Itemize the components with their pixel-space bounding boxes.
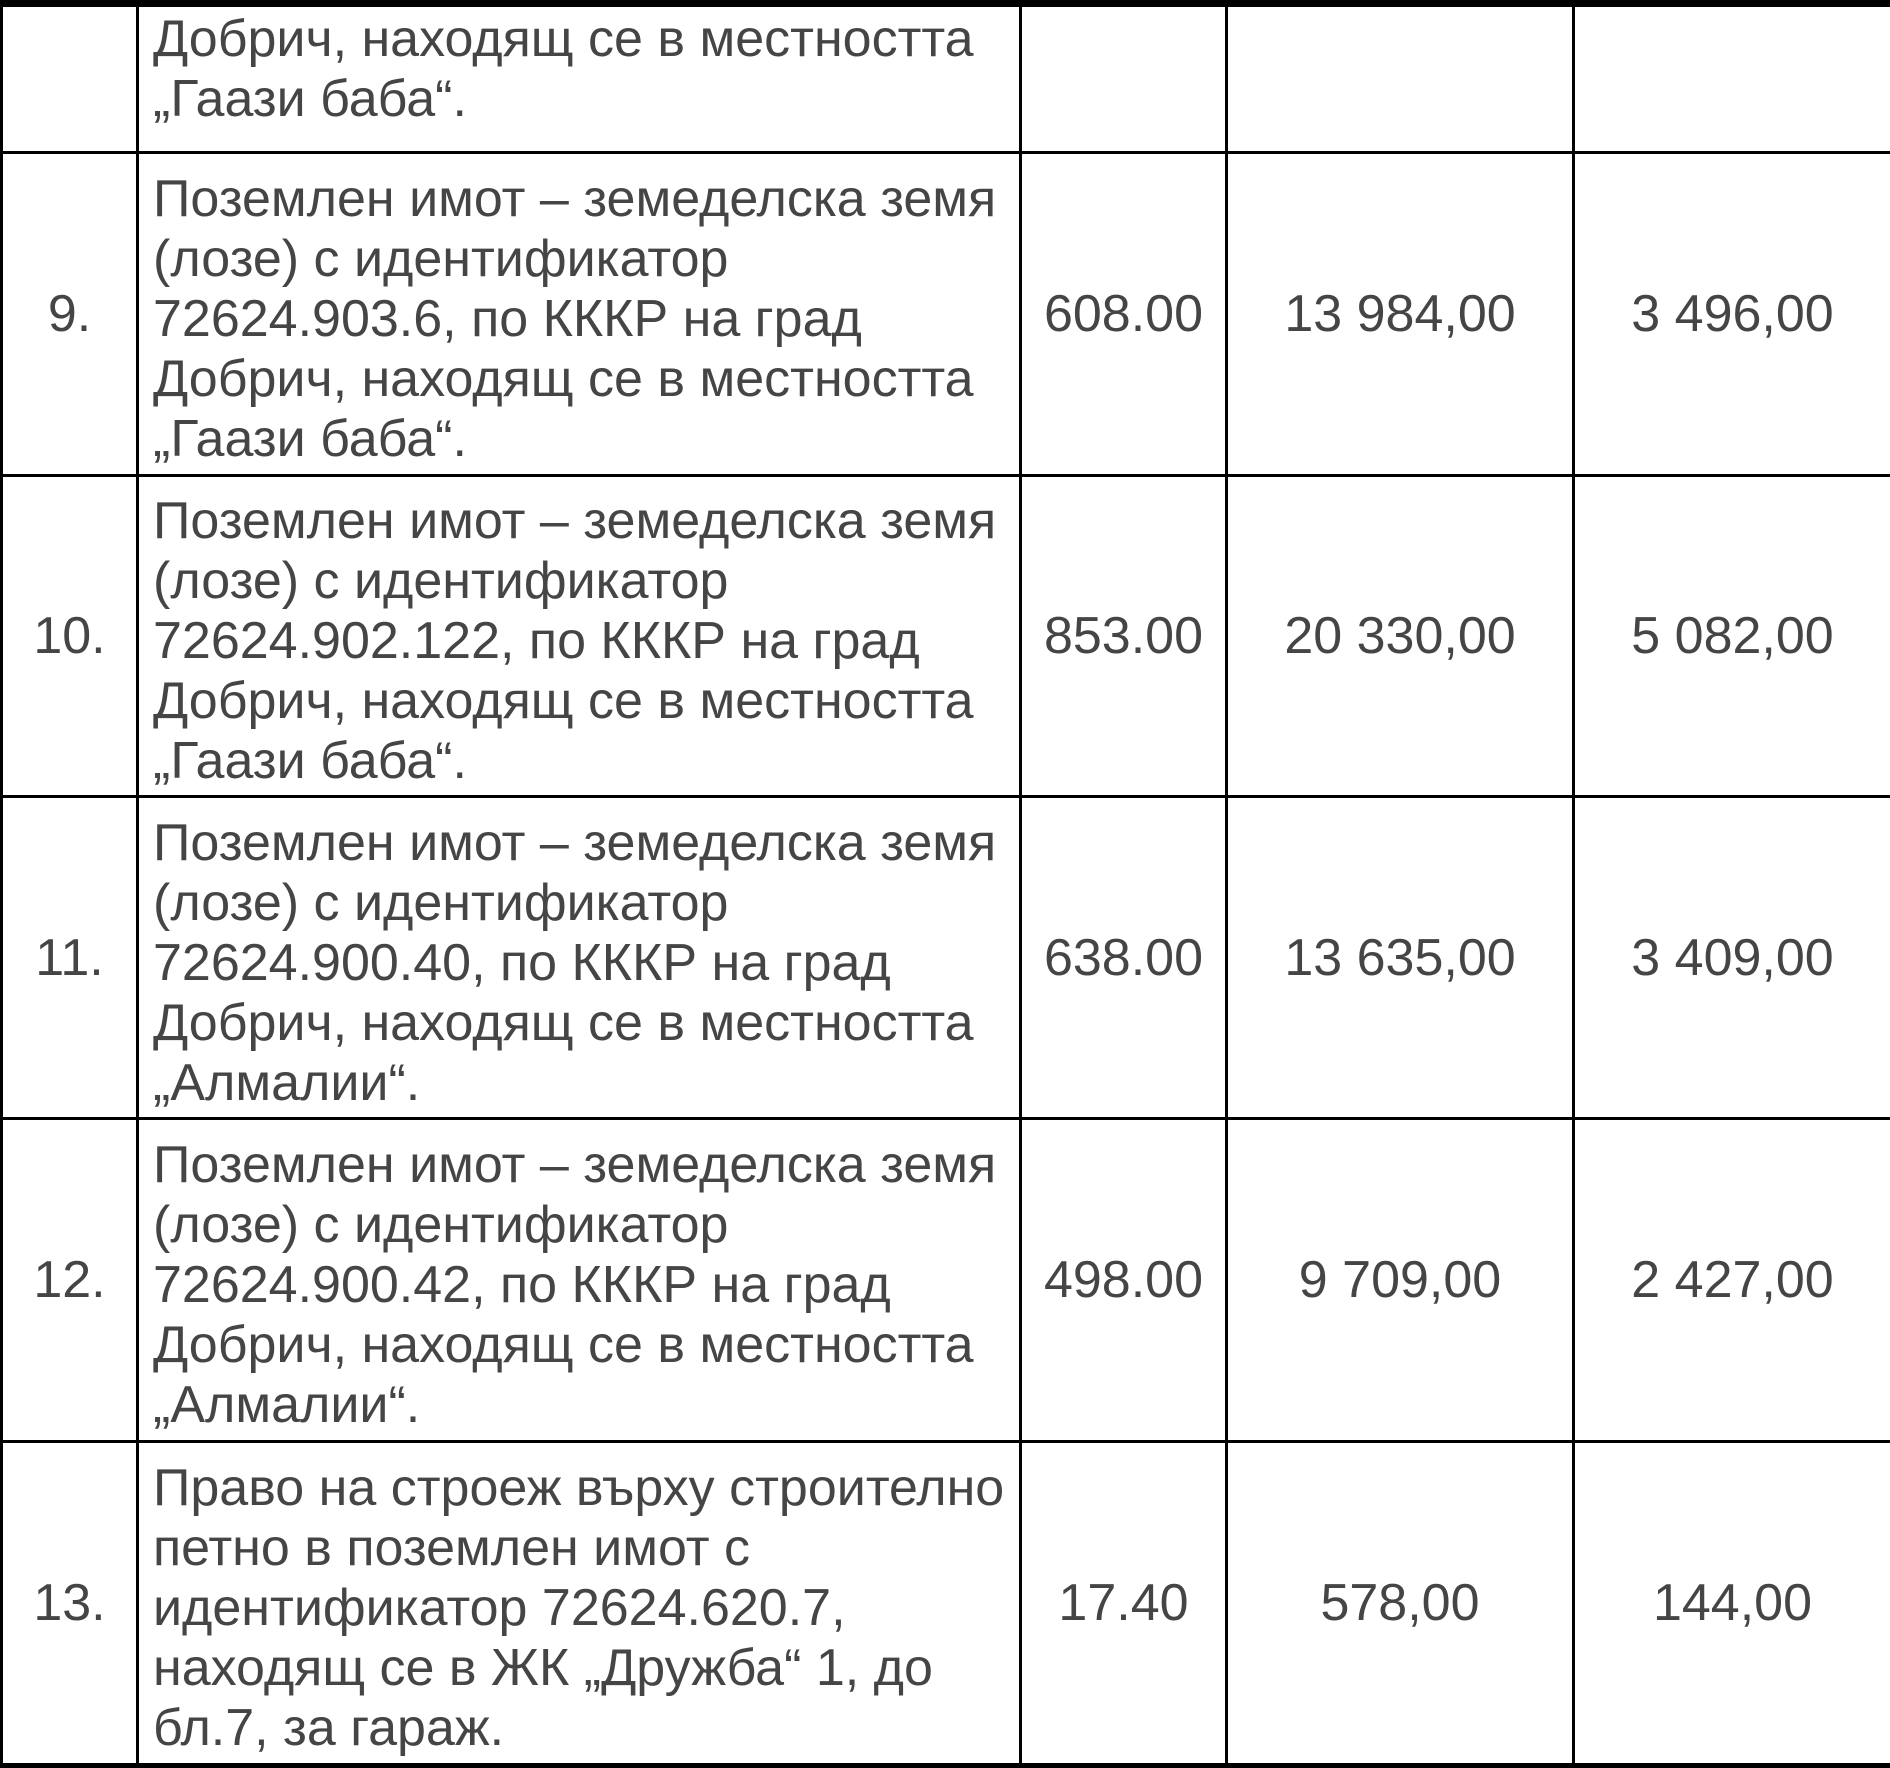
table-row: [2, 4, 1890, 153]
row-number-cell: 13.: [2, 1442, 138, 1766]
description-cell: Поземлен имот – земеделска земя (лозе) с идентификатор 72624.900.42, по КККР на град Добрич, находящ се в местността „Алмалии“.: [138, 1119, 1021, 1442]
table-row: [2, 1119, 1890, 1442]
description-cell: Поземлен имот – земеделска земя (лозе) с идентификатор 72624.902.122, по КККР на град Добрич, находящ се в местността „Гаази баба“.: [138, 476, 1021, 797]
value-cell-2: 13 984,00: [1227, 153, 1574, 476]
value-cell-1: 638.00: [1021, 797, 1227, 1119]
row-number-cell: 12.: [2, 1119, 138, 1442]
row-number-cell: [2, 4, 138, 153]
value-cell-2: 13 635,00: [1227, 797, 1574, 1119]
row-number-cell: 9.: [2, 153, 138, 476]
row-number-cell: 10.: [2, 476, 138, 797]
value-cell-2: 20 330,00: [1227, 476, 1574, 797]
value-cell-1: 498.00: [1021, 1119, 1227, 1442]
value-cell-2: [1227, 4, 1574, 153]
table-row: [2, 476, 1890, 797]
value-cell-1: [1021, 4, 1227, 153]
description-cell: Право на строеж върху строително петно в поземлен имот с идентификатор 72624.620.7, находящ се в ЖК „Дружба“ 1, до бл.7, за гараж.: [138, 1442, 1021, 1766]
value-cell-1: 853.00: [1021, 476, 1227, 797]
description-cell: Добрич, находящ се в местността „Гаази баба“.: [138, 4, 1021, 153]
value-cell-1: 608.00: [1021, 153, 1227, 476]
value-cell-2: 578,00: [1227, 1442, 1574, 1766]
table-row: [2, 153, 1890, 476]
row-number-cell: 11.: [2, 797, 138, 1119]
value-cell-3: 2 427,00: [1574, 1119, 1890, 1442]
description-cell: Поземлен имот – земеделска земя (лозе) с идентификатор 72624.900.40, по КККР на град Добрич, находящ се в местността „Алмалии“.: [138, 797, 1021, 1119]
table-row: [2, 1442, 1890, 1766]
value-cell-3: 5 082,00: [1574, 476, 1890, 797]
table-row: [2, 797, 1890, 1119]
value-cell-3: 3 409,00: [1574, 797, 1890, 1119]
value-cell-3: 3 496,00: [1574, 153, 1890, 476]
value-cell-2: 9 709,00: [1227, 1119, 1574, 1442]
value-cell-3: [1574, 4, 1890, 153]
value-cell-1: 17.40: [1021, 1442, 1227, 1766]
description-cell: Поземлен имот – земеделска земя (лозе) с идентификатор 72624.903.6, по КККР на град Добрич, находящ се в местността „Гаази баба“.: [138, 153, 1021, 476]
value-cell-3: 144,00: [1574, 1442, 1890, 1766]
